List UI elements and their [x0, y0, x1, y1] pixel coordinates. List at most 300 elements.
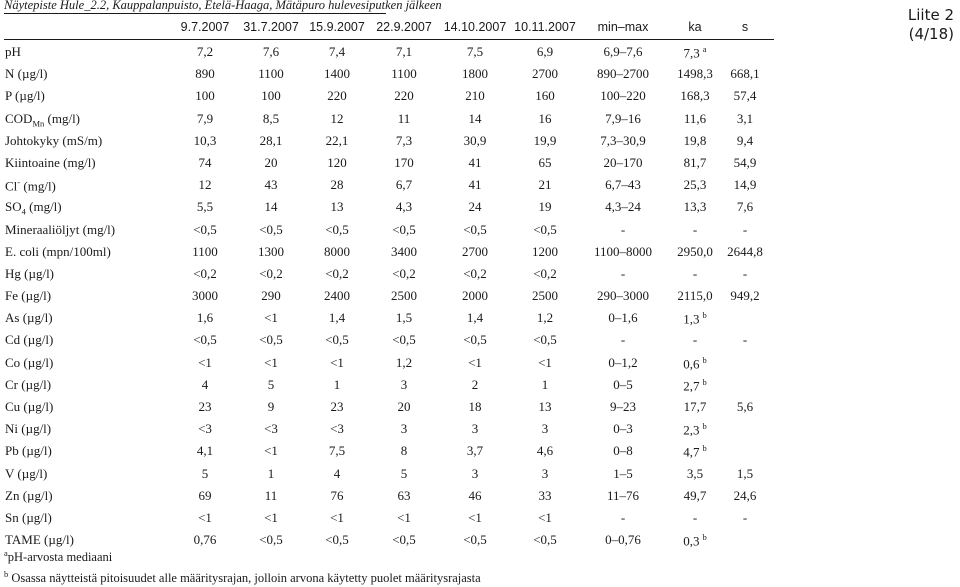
table-cell: [505, 443, 585, 459]
cell-value: <1: [468, 509, 482, 525]
parameter-label: [5, 355, 53, 371]
cell-value: 160: [535, 88, 555, 104]
cell-value: <0,5: [463, 532, 487, 548]
footnote-mark: b: [702, 354, 707, 365]
cell-value: 7,5: [328, 443, 346, 459]
cell-value: 1,2: [536, 310, 554, 326]
table-cell: [435, 466, 515, 482]
parameter-label: [5, 44, 21, 60]
parameter-name: TAME: [5, 532, 41, 548]
cell-value: 6,7–43: [605, 177, 641, 193]
parameter-label: [5, 222, 115, 238]
table-row: [0, 196, 900, 218]
table-cell: [705, 399, 785, 415]
cell-value: <0,2: [392, 265, 416, 281]
cell-value: 13,3: [683, 199, 707, 215]
cell-value: 1: [333, 376, 341, 392]
table-cell: [583, 310, 663, 326]
table-cell: [583, 443, 663, 459]
cell-value: 49,7: [683, 487, 707, 503]
cell-value: 3000: [192, 288, 218, 304]
cell-value: 668,1: [730, 66, 760, 82]
cell-value: <1: [264, 509, 278, 525]
cell-value: -: [620, 221, 626, 237]
parameter-name: Johtokyky: [5, 132, 60, 148]
table-cell: [505, 244, 585, 260]
cell-value: -: [692, 332, 698, 348]
table-cell: [364, 88, 444, 104]
footnote-mark: a: [702, 44, 707, 54]
cell-value: -: [742, 332, 748, 348]
cell-value: 7,9–16: [605, 110, 641, 126]
parameter-label: [5, 332, 53, 348]
cell-value: -: [692, 221, 698, 237]
parameter-name: Cl: [5, 178, 18, 194]
cell-value: 11,6: [683, 110, 707, 126]
parameter-unit: (µg/l): [19, 310, 53, 326]
table-cell: [435, 199, 515, 215]
cell-value: 2700: [462, 243, 488, 259]
table-cell: [435, 155, 515, 171]
cell-value: 24,6: [733, 487, 757, 503]
table-cell: [364, 66, 444, 82]
cell-value: 63: [397, 487, 411, 503]
table-cell: [435, 510, 515, 526]
cell-value: 23: [330, 399, 344, 414]
table-cell: [364, 443, 444, 459]
cell-value: 3,5: [686, 465, 704, 481]
footnote-text: pH-arvosta mediaani: [7, 550, 113, 565]
cell-value: 2115,0: [677, 288, 713, 304]
table-row: [0, 152, 900, 174]
table-cell: [583, 133, 663, 149]
table-cell: [705, 133, 785, 149]
table-row: [0, 285, 900, 307]
parameter-unit: (µg/l): [20, 399, 54, 414]
table-cell: [364, 310, 444, 326]
table-row: [0, 440, 900, 462]
cell-value: 0,76: [193, 532, 217, 548]
table-cell: [435, 488, 515, 504]
cell-value: 2: [471, 376, 479, 392]
parameter-unit: (µg/l): [18, 376, 52, 392]
cell-value: 2700: [532, 66, 558, 82]
table-cell: [505, 332, 585, 348]
cell-value: 1498,3: [677, 66, 713, 82]
cell-value: 2500: [391, 288, 417, 304]
cell-value: <0,5: [325, 332, 349, 348]
table-row: [0, 219, 900, 241]
cell-value: 19,8: [683, 132, 707, 148]
table-cell: [583, 222, 663, 238]
table-row: [0, 329, 900, 351]
table-cell: [505, 488, 585, 504]
cell-value: 7,6: [262, 44, 280, 59]
parameter-name: Mineraaliöljyt: [5, 221, 80, 237]
parameter-label: [5, 399, 53, 415]
table-cell: [435, 133, 515, 149]
parameter-unit: (mg/l): [59, 154, 96, 170]
parameter-name: pH: [5, 44, 21, 59]
cell-value: 13: [538, 399, 552, 414]
cell-value: 7,3: [395, 132, 413, 148]
cell-value: <0,5: [533, 532, 557, 548]
cell-value: 1–5: [613, 465, 633, 481]
table-cell: [505, 532, 585, 548]
header-rule: [4, 39, 774, 40]
column-header-row: [0, 20, 900, 40]
cell-value: <1: [538, 509, 552, 525]
parameter-unit: (µg/l): [19, 487, 53, 503]
data-table: [0, 41, 900, 551]
table-cell: [583, 155, 663, 171]
cell-value: 19,9: [533, 132, 557, 148]
table-row: [0, 418, 900, 440]
parameter-name: Cr: [5, 376, 18, 392]
table-cell: [583, 88, 663, 104]
parameter-name: COD: [5, 110, 33, 126]
cell-value: 890: [195, 66, 215, 82]
cell-value: 949,2: [730, 288, 760, 304]
parameter-unit: (µg/l): [18, 288, 52, 304]
table-cell: [705, 266, 785, 282]
column-header: 9.7.2007: [180, 20, 230, 34]
table-cell: [705, 199, 785, 215]
table-row: [0, 352, 900, 374]
cell-value: <0,5: [325, 221, 349, 237]
parameter-unit: (µg/l): [20, 332, 54, 348]
cell-value: 5,5: [196, 199, 214, 215]
cell-value: 2400: [324, 288, 350, 304]
table-cell: [364, 111, 444, 127]
cell-value: <0,5: [259, 532, 283, 548]
table-row: [0, 174, 900, 196]
table-cell: [505, 222, 585, 238]
parameter-unit: (µg/l): [18, 443, 52, 459]
cell-value: 1,4: [466, 310, 484, 326]
table-cell: [435, 443, 515, 459]
cell-value: 2,3: [683, 422, 700, 438]
parameter-label: [5, 488, 53, 504]
table-cell: [505, 288, 585, 304]
parameter-name: Ni: [5, 421, 18, 437]
footnote-mark: b: [702, 421, 707, 432]
table-cell: [435, 66, 515, 82]
cell-value: 7,3: [683, 45, 700, 61]
cell-value: 1: [267, 465, 275, 481]
table-cell: [505, 266, 585, 282]
table-cell: [705, 88, 785, 104]
cell-value: 210: [465, 88, 485, 104]
table-cell: [705, 155, 785, 171]
cell-value: 16: [538, 110, 552, 126]
table-cell: [364, 466, 444, 482]
table-cell: [583, 288, 663, 304]
cell-value: 1100: [192, 243, 218, 259]
parameter-name: P: [5, 88, 12, 104]
appendix-page: (4/18): [908, 25, 954, 43]
cell-value: -: [692, 509, 698, 525]
cell-value: 8: [400, 443, 408, 459]
table-cell: [583, 199, 663, 215]
parameter-unit: (µg/l): [14, 66, 48, 82]
parameter-unit: (µg/l): [18, 509, 52, 525]
table-row: [0, 463, 900, 485]
table-row: [0, 41, 900, 63]
appendix-label: [908, 6, 954, 44]
appendix-number: Liite 2: [907, 6, 954, 24]
table-cell: [364, 488, 444, 504]
cell-value: <0,2: [463, 265, 487, 281]
cell-value: 54,9: [733, 154, 757, 170]
cell-value: 7,6: [736, 199, 754, 215]
table-cell: [364, 177, 444, 193]
table-cell: [655, 44, 735, 61]
parameter-label: [5, 133, 102, 149]
table-cell: [583, 377, 663, 393]
cell-value: 21: [538, 177, 552, 193]
cell-value: 14,9: [733, 177, 757, 193]
table-cell: [364, 421, 444, 437]
cell-value: <3: [198, 421, 212, 437]
column-header: min–max: [597, 20, 649, 34]
cell-value: -: [742, 509, 748, 525]
cell-value: 14: [264, 199, 278, 215]
footnote: [4, 545, 481, 566]
footnote: [4, 566, 481, 587]
cell-value: 220: [327, 88, 347, 104]
table-cell: [364, 199, 444, 215]
parameter-unit: (mg/l): [44, 110, 81, 126]
cell-value: <0,5: [463, 332, 487, 348]
parameter-label: [5, 111, 80, 129]
table-cell: [583, 466, 663, 482]
cell-value: 1,6: [196, 310, 214, 326]
parameter-superscript: -: [17, 177, 21, 188]
cell-value: 30,9: [463, 132, 487, 148]
cell-value: <0,5: [392, 221, 416, 237]
table-cell: [435, 332, 515, 348]
cell-value: 2500: [532, 288, 558, 304]
cell-value: 0–0,76: [605, 532, 641, 548]
footnote-mark: b: [702, 310, 707, 321]
cell-value: <1: [198, 509, 212, 525]
cell-value: <0,5: [533, 332, 557, 348]
table-cell: [364, 155, 444, 171]
table-cell: [364, 377, 444, 393]
cell-value: 57,4: [733, 88, 757, 104]
cell-value: 1,5: [395, 310, 413, 326]
cell-value: 100–220: [600, 88, 646, 104]
cell-value: 0,3: [683, 533, 700, 549]
parameter-unit: (µg/l): [20, 265, 55, 281]
parameter-name: Cd: [5, 332, 21, 348]
column-header: 14.10.2007: [443, 20, 507, 34]
footnote-mark: a: [4, 548, 8, 558]
table-cell: [655, 421, 735, 438]
cell-value: 1800: [462, 66, 488, 82]
table-cell: [505, 399, 585, 415]
table-cell: [435, 288, 515, 304]
parameter-label: [5, 177, 56, 194]
table-cell: [705, 288, 785, 304]
table-cell: [705, 222, 785, 238]
table-cell: [705, 244, 785, 260]
table-cell: [705, 466, 785, 482]
cell-value: -: [742, 221, 748, 237]
table-row: [0, 374, 900, 396]
cell-value: <0,5: [259, 221, 283, 237]
cell-value: 11: [264, 487, 278, 503]
cell-value: 8000: [324, 243, 350, 259]
column-header: ka: [688, 20, 702, 34]
table-cell: [435, 266, 515, 282]
table-cell: [705, 177, 785, 193]
cell-value: 5: [400, 465, 408, 481]
column-header: 15.9.2007: [309, 20, 365, 34]
cell-value: 43: [264, 177, 278, 193]
table-cell: [505, 44, 585, 60]
cell-value: 3: [471, 421, 479, 437]
cell-value: <1: [330, 509, 344, 525]
cell-value: <0,5: [259, 332, 283, 348]
cell-value: 4,1: [196, 443, 214, 459]
table-cell: [505, 155, 585, 171]
cell-value: <3: [264, 421, 278, 437]
cell-value: <1: [264, 443, 278, 459]
cell-value: 7,1: [395, 44, 413, 59]
parameter-subscript: Mn: [32, 118, 45, 129]
cell-value: 4: [333, 465, 341, 481]
cell-value: 20–170: [603, 154, 643, 170]
table-row: [0, 507, 900, 529]
footnote-mark: b: [702, 376, 707, 387]
cell-value: <0,2: [193, 265, 217, 281]
cell-value: <3: [330, 421, 344, 437]
table-cell: [364, 399, 444, 415]
column-header: 10.11.2007: [514, 20, 576, 34]
parameter-name: Hg: [5, 265, 21, 281]
cell-value: 7,2: [196, 44, 214, 59]
cell-value: 6,9–7,6: [603, 44, 643, 59]
parameter-unit: (mpn/100ml): [38, 243, 111, 259]
cell-value: -: [620, 265, 626, 281]
parameter-label: [5, 66, 48, 82]
parameter-label: [5, 288, 51, 304]
cell-value: 10,3: [193, 132, 217, 148]
footnote-text: Osassa näytteistä pitoisuudet alle määritysrajan, jolloin arvona käytetty puolet määritysrajasta: [8, 571, 481, 586]
cell-value: 3,7: [466, 443, 484, 459]
parameter-label: [5, 199, 62, 217]
cell-value: 170: [394, 154, 414, 170]
table-cell: [435, 421, 515, 437]
cell-value: -: [620, 332, 626, 348]
table-cell: [505, 88, 585, 104]
cell-value: 11: [397, 110, 411, 126]
cell-value: 0,6: [683, 355, 700, 371]
parameter-label: [5, 421, 51, 437]
cell-value: 4,3: [395, 199, 413, 215]
table-cell: [583, 111, 663, 127]
table-cell: [364, 133, 444, 149]
cell-value: <1: [264, 354, 278, 370]
cell-value: <0,5: [325, 532, 349, 548]
table-cell: [583, 244, 663, 260]
cell-value: 3: [400, 376, 408, 392]
cell-value: 4,6: [536, 443, 554, 459]
cell-value: -: [692, 265, 698, 281]
parameter-name: Co: [5, 354, 21, 370]
cell-value: 3: [541, 421, 549, 437]
cell-value: 4: [201, 376, 209, 392]
cell-value: 14: [468, 110, 482, 126]
column-header: 22.9.2007: [376, 20, 432, 34]
cell-value: 81,7: [683, 154, 707, 170]
table-cell: [364, 510, 444, 526]
table-row: [0, 396, 900, 418]
table-cell: [705, 332, 785, 348]
table-cell: [435, 355, 515, 371]
table-cell: [435, 44, 515, 60]
cell-value: 11–76: [606, 487, 640, 503]
table-cell: [583, 177, 663, 193]
table-cell: [364, 288, 444, 304]
parameter-unit: (µg/l): [11, 88, 45, 104]
table-caption: Näytepiste Hule_2.2, Kauppalanpuisto, Etelä-Haaga, Mätäpuro hulevesiputken jälkeen: [4, 0, 442, 12]
table-cell: [583, 44, 663, 60]
cell-value: 19: [538, 199, 552, 215]
cell-value: <0,5: [533, 221, 557, 237]
cell-value: 1100: [391, 66, 417, 82]
parameter-name: Sn: [5, 509, 19, 525]
table-cell: [705, 510, 785, 526]
table-cell: [655, 377, 735, 394]
cell-value: 46: [468, 487, 482, 503]
cell-value: <0,5: [193, 221, 217, 237]
cell-value: <0,5: [392, 332, 416, 348]
table-cell: [655, 310, 735, 327]
cell-value: <0,5: [463, 221, 487, 237]
cell-value: 3400: [391, 243, 417, 259]
cell-value: 1100: [258, 66, 284, 82]
table-cell: [655, 532, 735, 549]
cell-value: 69: [198, 487, 212, 503]
table-cell: [435, 177, 515, 193]
table-cell: [364, 244, 444, 260]
parameter-name: Kiintoaine: [5, 154, 60, 170]
table-cell: [583, 510, 663, 526]
cell-value: 9–23: [610, 399, 636, 414]
parameter-unit: (µg/l): [14, 465, 48, 481]
footnote-mark: b: [4, 569, 9, 580]
parameter-label: [5, 443, 52, 459]
parameter-unit: (µg/l): [20, 354, 54, 370]
column-header: s: [741, 20, 749, 34]
table-cell: [505, 111, 585, 127]
cell-value: -: [742, 265, 748, 281]
cell-value: 0–1,6: [608, 310, 638, 326]
cell-value: 12: [330, 110, 344, 126]
table-cell: [583, 332, 663, 348]
table-cell: [705, 66, 785, 82]
cell-value: 9: [267, 399, 275, 414]
table-cell: [655, 355, 735, 372]
table-cell: [505, 199, 585, 215]
table-cell: [583, 266, 663, 282]
cell-value: 1,4: [328, 310, 346, 326]
parameter-unit: (mS/m): [59, 132, 103, 148]
cell-value: -: [620, 509, 626, 525]
